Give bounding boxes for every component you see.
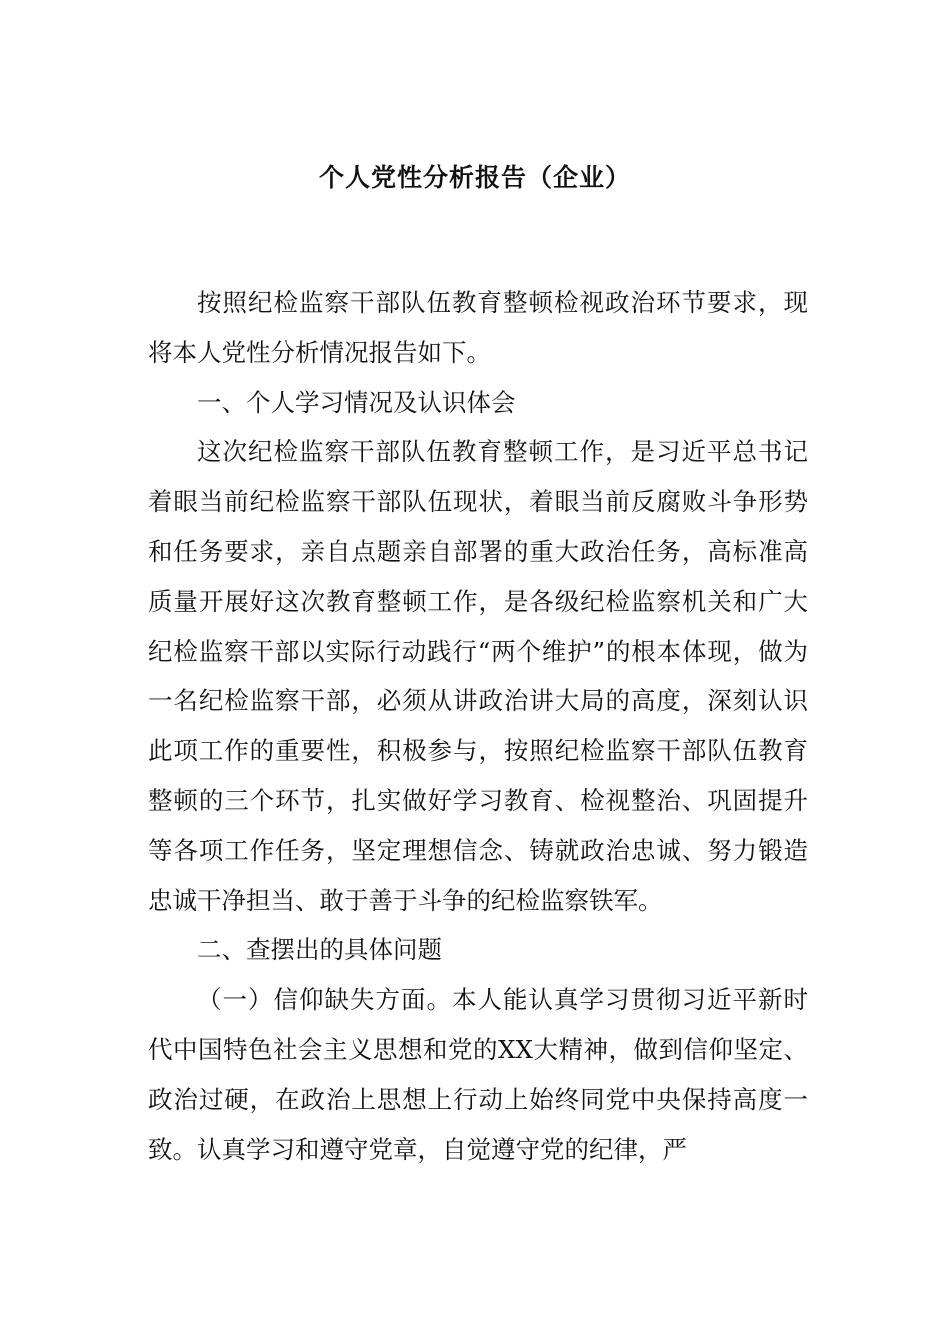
study-paragraph: 这次纪检监察干部队伍教育整顿工作，是习近平总书记着眼当前纪检监察干部队伍现状，着眼当前反腐败斗争形势和任务要求，亲自点题亲自部署的重大政治任务，高标准高质量开展好这次教育整顿工作，是各级纪检监察机关和广大纪检监察干部以实际行动践行“两个维护”的根本体现，做为一名纪检监察干部，必须从讲政治讲大局的高度，深刻认识此项工作的重要性，积极参与，按照纪检监察干部队伍教育整顿的三个环节，扎实做好学习教育、检视整治、巩固提升等各项工作任务，坚定理想信念、铸就政治忠诚、努力锻造忠诚干净担当、敢于善于斗争的纪检监察铁军。 (148, 437, 808, 915)
section-heading-problems: 二、查摆出的具体问题 (197, 935, 442, 965)
document-body (148, 278, 808, 1174)
document-title: 个人党性分析报告（企业） (318, 163, 631, 192)
section-heading-study: 一、个人学习情况及认识体会 (197, 387, 516, 417)
problems-paragraph: （一）信仰缺失方面。本人能认真学习贯彻习近平新时代中国特色社会主义思想和党的XX大精神，做到信仰坚定、政治过硬，在政治上思想上行动上始终同党中央保持高度一致。认真学习和遵守党章，自觉遵守党的纪律，严 (148, 985, 808, 1164)
intro-paragraph: 按照纪检监察干部队伍教育整顿检视政治环节要求，现将本人党性分析情况报告如下。 (148, 288, 808, 367)
